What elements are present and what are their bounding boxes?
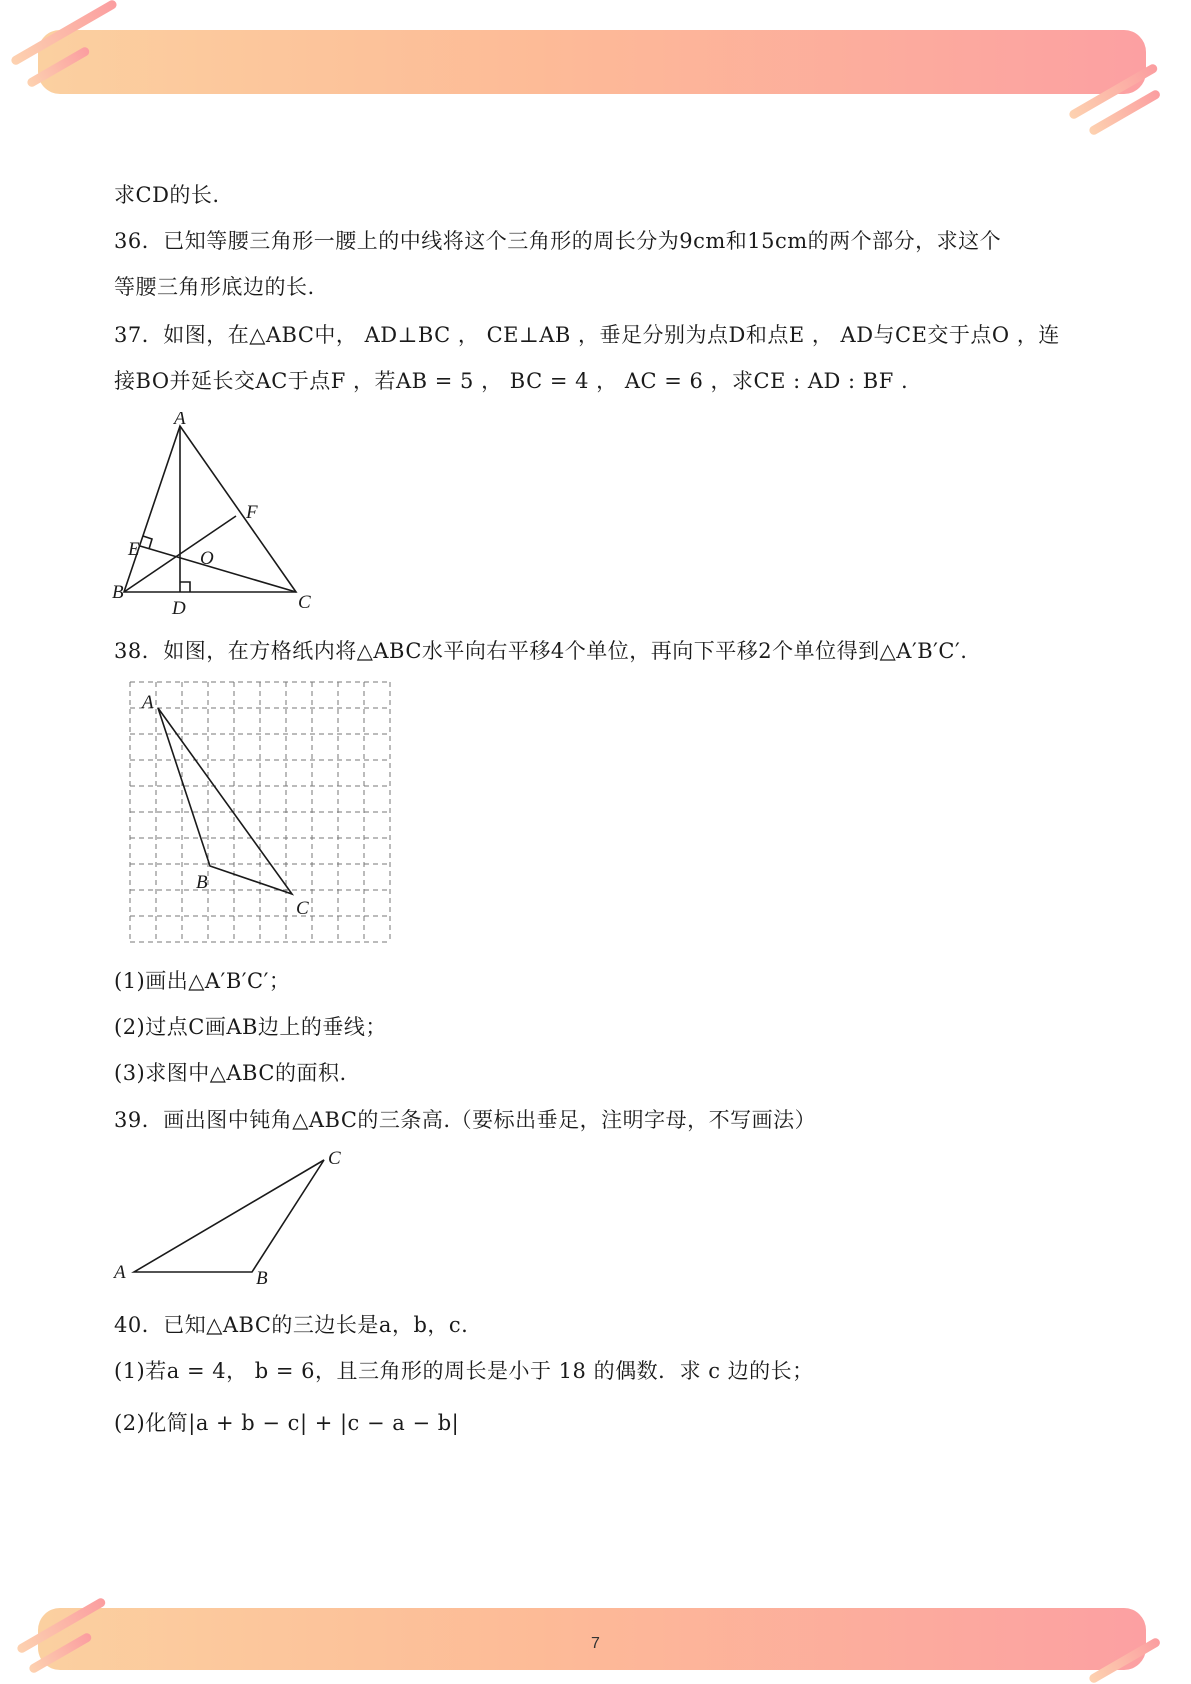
q36-line1: 36．已知等腰三角形一腰上的中线将这个三角形的周长分为9cm和15cm的两个部分，求这个 [114,229,1002,253]
triangle-abc [134,1160,324,1272]
label-b: B [256,1268,268,1286]
altitude-ce [140,546,296,592]
q40-line: 40．已知△ABC的三边长是a，b，c. [114,1313,469,1337]
triangle-abc [158,708,292,894]
label-b: B [196,872,208,893]
label-a: A [174,412,186,429]
q37-line2: 接BO并延长交AC于点F ，若AB = 5 ， BC = 4 ， AC = 6 ，求CE : AD : BF . [114,369,909,393]
q35-tail: 求CD的长. [114,183,220,207]
label-d: D [172,598,186,619]
figure-39 [110,1146,370,1286]
label-f: F [246,502,258,523]
q40-part2: (2)化简|a + b − c| + |c − a − b| [114,1411,460,1435]
q36-line2: 等腰三角形底边的长. [114,275,315,299]
header-banner [38,30,1146,94]
label-o: O [200,548,214,569]
label-e: E [128,539,140,560]
label-b: B [112,582,124,603]
q39-line: 39．画出图中钝角△ABC的三条高.（要标出垂足，注明字母，不写画法） [114,1108,817,1132]
page-number: 7 [591,1635,600,1652]
q38-part2: (2)过点C画AB边上的垂线； [114,1015,387,1039]
label-a: A [114,1262,126,1283]
q38-line: 38．如图，在方格纸内将△ABC水平向右平移4个单位，再向下平移2个单位得到△A′B′C′. [114,639,968,663]
label-c: C [296,898,309,919]
q38-part1: (1)画出△A′B′C′； [114,969,291,993]
right-angle-d [180,582,190,592]
label-c: C [298,592,311,613]
q38-part3: (3)求图中△ABC的面积. [114,1061,347,1085]
label-a: A [142,692,154,713]
q40-part1: (1)若a = 4， b = 6，且三角形的周长是小于 18 的偶数．求 c 边的长； [114,1359,814,1383]
figure-37 [110,412,320,622]
label-c: C [328,1148,341,1169]
figure-38-grid [110,678,410,953]
q37-line1: 37．如图，在△ABC中， AD⊥BC ， CE⊥AB ，垂足分别为点D和点E ， AD与CE交于点O ，连 [114,323,1060,347]
